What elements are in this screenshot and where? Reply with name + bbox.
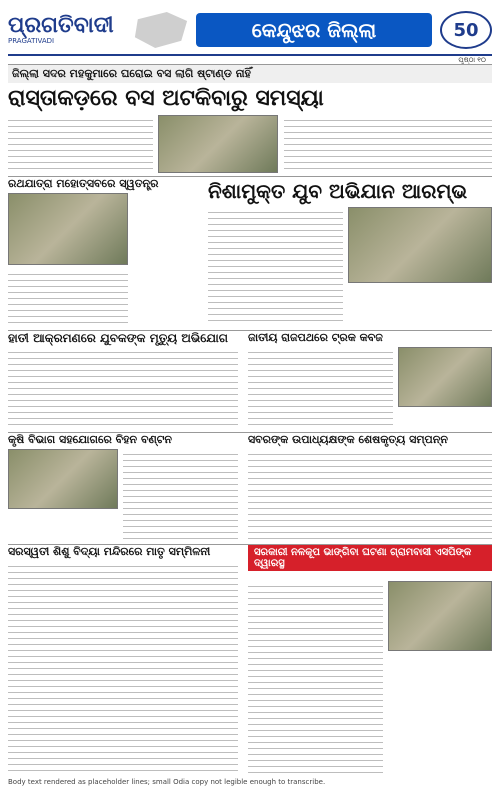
bottom-right-headline: ସରକାରୀ ନଳକୂପ ଭାଙ୍ଗିବା ଘଟଣା ଗ୍ରାମବାସୀ ଏସପିଙ୍କ ଦ୍ୱାରସ୍ଥ (248, 545, 492, 571)
lead-body (8, 115, 153, 173)
logo-text: ପ୍ରଗତିବାଦୀ (8, 13, 114, 38)
lead-kicker: ଜିଲ୍ଲା ସଦର ମହକୁମାରେ ଘରୋଇ ବସ ଲାଗି ଷ୍ଟାଣ୍ଡ ନାହିଁ (8, 65, 492, 83)
row4 (8, 432, 492, 542)
campaign-body (208, 207, 343, 325)
truck-body (248, 347, 393, 427)
bottom-right-body (248, 581, 383, 775)
jubilee-badge: 50 (440, 11, 492, 49)
logo (8, 15, 126, 45)
district-map-icon (132, 12, 190, 48)
tribute-body (248, 449, 492, 539)
lead-section (8, 64, 492, 174)
rathayatra-headline: ରଥଯାତ୍ରା ମହୋତ୍ସବରେ ସ୍ୱତନ୍ତ୍ର (8, 177, 159, 190)
rathayatra-body (8, 269, 128, 325)
agri-body (123, 449, 238, 539)
lead-body-right (284, 115, 492, 173)
bottom-left-body (8, 561, 238, 775)
masthead (8, 6, 492, 56)
bottom-right-photo (388, 581, 492, 651)
lead-photo (158, 115, 278, 173)
truck-photo (398, 347, 492, 407)
logo-sub: PRAGATIVADI (8, 37, 55, 45)
district-banner: କେନ୍ଦୁଝର ଜିଲ୍ଲା (196, 13, 432, 47)
campaign-photo (348, 207, 492, 283)
elephant-body (8, 347, 238, 427)
page-label: ପୃଷ୍ଠା ୧୦ (458, 56, 486, 64)
campaign-headline: ନିଶାମୁକ୍ତ ଯୁବ ଅଭିଯାନ ଆରମ୍ଭ (208, 179, 468, 203)
truck-headline: ଜାତୀୟ ରାଜପଥରେ ଟ୍ରକ କବଜ (248, 331, 383, 344)
row5 (8, 544, 492, 780)
bottom-left-headline: ସରସ୍ୱତୀ ଶିଶୁ ବିଦ୍ୟା ମନ୍ଦିରରେ ମାତୃ ସମ୍ମିଳନୀ (8, 545, 211, 558)
agri-headline: କୃଷି ବିଭାଗ ସହଯୋଗରେ ବିହନ ବଣ୍ଟନ (8, 433, 172, 446)
row2 (8, 176, 492, 328)
row3 (8, 330, 492, 430)
rathayatra-photo (8, 193, 128, 265)
elephant-headline: ହାତୀ ଆକ୍ରମଣରେ ଯୁବକଙ୍କ ମୃତ୍ୟୁ ଅଭିଯୋଗ (8, 331, 228, 345)
agri-photo (8, 449, 118, 509)
legibility-note: Body text rendered as placeholder lines; small Odia copy not legible enough to transcribe. (8, 778, 326, 786)
lead-headline: ରାସ୍ତାକଡ଼ରେ ବସ ଅଟକିବାରୁ ସମସ୍ୟା (8, 86, 324, 111)
tribute-headline: ସବରଙ୍କ ଉପାଧ୍ୟକ୍ଷଙ୍କ ଶେଷକୃତ୍ୟ ସମ୍ପନ୍ନ (248, 433, 448, 446)
